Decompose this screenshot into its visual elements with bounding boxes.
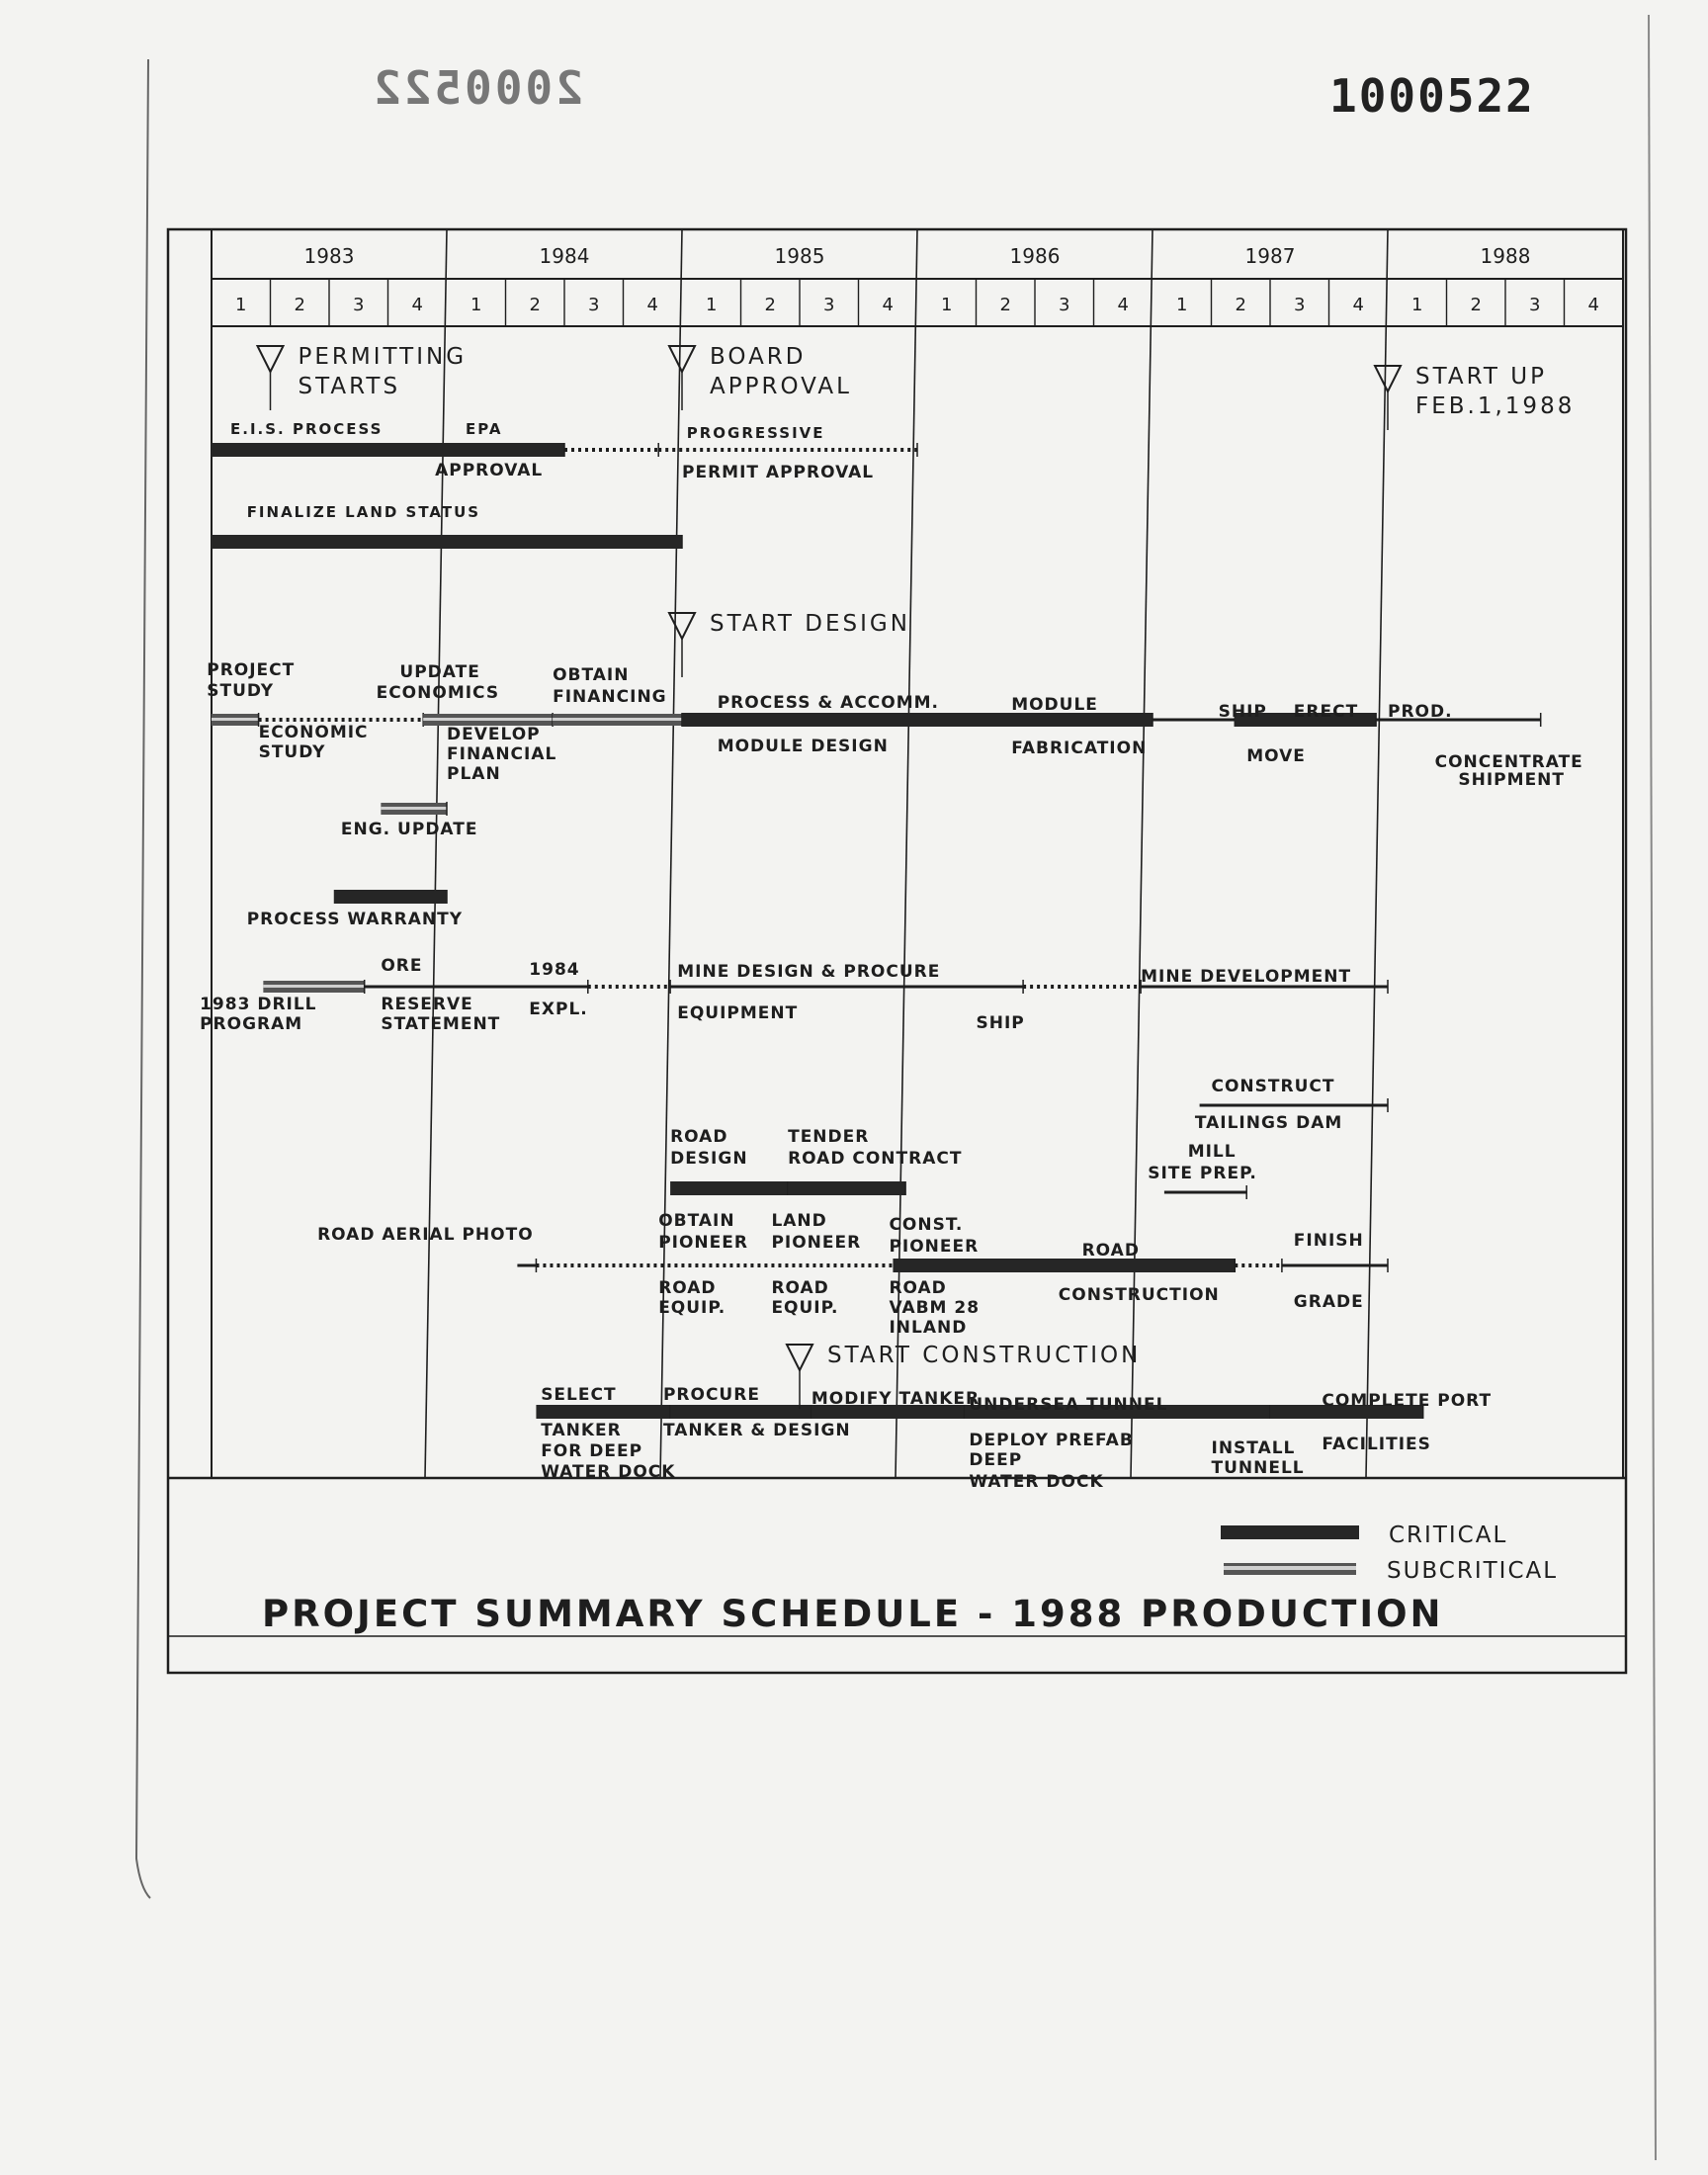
quarter-label-1985-q4: 4 — [882, 295, 894, 315]
milestone-0-label-0: PERMITTING — [298, 344, 468, 370]
task-0-segment-0 — [212, 443, 564, 457]
task-9-label-14: ROAD — [1081, 1241, 1140, 1261]
task-5-label-3: RESERVE — [381, 995, 473, 1014]
task-7-segment-1 — [788, 1181, 905, 1195]
year-label-1986: 1986 — [1009, 244, 1061, 268]
task-2-label-7: FINANCIAL — [447, 744, 557, 764]
milestone-0-label-1: STARTS — [298, 374, 401, 399]
chart-title: PROJECT SUMMARY SCHEDULE - 1988 PRODUCTION — [262, 1593, 1444, 1635]
task-2-label-18: PROD. — [1388, 702, 1453, 722]
quarter-label-1986-q2: 2 — [999, 295, 1011, 315]
page-edge-left — [136, 59, 150, 1898]
task-9-label-7: ROAD — [771, 1278, 829, 1298]
stamp-top-left: 2000522 — [371, 61, 583, 115]
task-0-label-2: APPROVAL — [435, 461, 544, 480]
quarter-label-1987-q2: 2 — [1235, 295, 1246, 315]
task-9-label-6: PIONEER — [771, 1233, 862, 1253]
task-10-label-9: DEEP — [969, 1450, 1023, 1470]
quarter-label-1984-q1: 1 — [470, 295, 482, 315]
task-10-label-7: UNDERSEA TUNNEL — [969, 1395, 1168, 1415]
task-9-label-16: FINISH — [1293, 1231, 1364, 1251]
quarter-label-1983-q2: 2 — [294, 295, 305, 315]
quarter-label-1983-q1: 1 — [235, 295, 247, 315]
task-9-label-12: VABM 28 — [889, 1298, 981, 1318]
task-0-label-3: PROGRESSIVE — [686, 424, 825, 442]
quarter-label-1988-q3: 3 — [1529, 295, 1541, 315]
quarter-label-1983-q3: 3 — [353, 295, 365, 315]
quarter-label-1986-q4: 4 — [1117, 295, 1129, 315]
task-3-segment-0-stripe — [381, 807, 447, 810]
year-divider-1984 — [425, 229, 447, 1478]
task-2-label-17: MOVE — [1246, 746, 1306, 766]
legend-critical-label: CRITICAL — [1389, 1522, 1508, 1548]
legend — [1221, 1522, 1558, 1584]
quarter-label-1987-q1: 1 — [1176, 295, 1188, 315]
year-label-1983: 1983 — [303, 244, 355, 268]
task-9-label-4: EQUIP. — [658, 1298, 726, 1318]
task-9-label-3: ROAD — [658, 1278, 717, 1298]
task-1-segment-0 — [212, 535, 682, 549]
task-10-label-0: SELECT — [541, 1385, 617, 1405]
task-2-label-14: FABRICATION — [1011, 739, 1148, 758]
task-7-label-3: ROAD CONTRACT — [788, 1149, 963, 1169]
quarter-label-1985-q3: 3 — [823, 295, 835, 315]
legend-subcritical-stripe — [1224, 1566, 1356, 1570]
task-bars — [212, 443, 1541, 1419]
task-5-label-9: SHIP — [976, 1013, 1025, 1033]
task-5-label-7: MINE DESIGN & PROCURE — [677, 962, 941, 982]
stamp-top-right: 1000522 — [1329, 69, 1535, 123]
year-label-1984: 1984 — [539, 244, 590, 268]
task-2-label-13: MODULE — [1011, 695, 1098, 715]
quarter-label-1984-q2: 2 — [529, 295, 541, 315]
task-4-segment-0 — [334, 890, 447, 904]
task-10-segment-1 — [670, 1405, 811, 1419]
task-2-label-16: ERECT — [1293, 702, 1359, 722]
quarter-label-1986-q1: 1 — [941, 295, 953, 315]
task-9-label-5: LAND — [771, 1211, 827, 1231]
milestone-3-triangle — [669, 613, 695, 639]
task-2-label-1: STUDY — [207, 681, 275, 701]
task-7-segment-0 — [670, 1181, 788, 1195]
task-2-label-6: DEVELOP — [447, 725, 541, 744]
task-5-label-6: EXPL. — [529, 1000, 588, 1019]
task-2-label-12: MODULE DESIGN — [717, 737, 889, 756]
task-0-label-1: EPA — [466, 420, 503, 438]
task-2-label-4: UPDATE — [399, 662, 480, 682]
task-9-label-11: ROAD — [889, 1278, 947, 1298]
task-4-label-0: PROCESS WARRANTY — [246, 910, 464, 929]
task-5-segment-0-stripe — [263, 985, 364, 988]
task-10-label-8: DEPLOY PREFAB — [969, 1431, 1134, 1450]
task-0-label-4: PERMIT APPROVAL — [682, 463, 875, 482]
task-10-label-10: WATER DOCK — [969, 1472, 1104, 1492]
task-2-segment-2-stripe — [423, 718, 553, 721]
task-10-label-2: FOR DEEP — [541, 1441, 643, 1461]
milestone-4-triangle — [787, 1345, 812, 1370]
task-2-label-11: PROCESS & ACCOMM. — [717, 693, 940, 713]
task-9-label-17: GRADE — [1293, 1292, 1364, 1312]
task-5-label-4: STATEMENT — [381, 1014, 501, 1034]
task-9-label-15: CONSTRUCTION — [1058, 1285, 1220, 1305]
task-7-label-2: TENDER — [788, 1127, 870, 1147]
task-2-label-9: OBTAIN — [553, 665, 630, 685]
task-5-label-1: PROGRAM — [200, 1014, 303, 1034]
task-7-label-1: DESIGN — [670, 1149, 748, 1169]
milestone-2-label-1: FEB.1,1988 — [1415, 393, 1576, 419]
task-9-label-10: PIONEER — [889, 1237, 980, 1257]
task-10-label-6: MODIFY TANKER — [811, 1389, 981, 1409]
task-10-label-4: PROCURE — [662, 1385, 760, 1405]
task-2-label-15: SHIP — [1218, 702, 1267, 722]
task-7-label-0: ROAD — [670, 1127, 728, 1147]
task-3-label-0: ENG. UPDATE — [340, 820, 478, 839]
task-2-label-0: PROJECT — [207, 660, 296, 680]
quarter-label-1984-q3: 3 — [588, 295, 600, 315]
quarter-label-1988-q2: 2 — [1470, 295, 1482, 315]
task-5-label-10: MINE DEVELOPMENT — [1141, 967, 1352, 987]
milestone-2-triangle — [1375, 366, 1401, 392]
task-2-label-19: CONCENTRATE — [1434, 752, 1583, 772]
task-2-label-20: SHIPMENT — [1458, 770, 1566, 790]
task-10-label-5: TANKER & DESIGN — [662, 1421, 851, 1440]
task-8-label-0: MILL — [1187, 1142, 1237, 1162]
task-2-segment-0-stripe — [212, 718, 259, 721]
task-2-label-2: ECONOMIC — [258, 723, 369, 742]
task-9-label-0: ROAD AERIAL PHOTO — [317, 1225, 534, 1245]
task-5-label-5: 1984 — [529, 960, 580, 980]
quarter-label-1985-q2: 2 — [764, 295, 776, 315]
task-10-label-11: INSTALL — [1211, 1438, 1296, 1458]
milestone-0-triangle — [258, 346, 284, 372]
year-label-1985: 1985 — [774, 244, 825, 268]
task-9-segment-2 — [894, 1259, 1235, 1272]
task-9-label-13: INLAND — [889, 1318, 968, 1338]
quarter-label-1987-q4: 4 — [1352, 295, 1364, 315]
quarter-label-1987-q3: 3 — [1294, 295, 1306, 315]
page-edge-right — [1649, 15, 1656, 2160]
quarter-label-1985-q1: 1 — [706, 295, 718, 315]
task-2-label-10: FINANCING — [553, 687, 667, 707]
task-5-label-2: ORE — [381, 956, 423, 976]
quarter-label-1988-q1: 1 — [1411, 295, 1423, 315]
legend-critical-swatch — [1221, 1525, 1359, 1539]
task-9-label-1: OBTAIN — [658, 1211, 735, 1231]
task-2-segment-4 — [682, 713, 1153, 727]
task-10-label-12: TUNNELL — [1211, 1458, 1305, 1478]
legend-subcritical-label: SUBCRITICAL — [1387, 1558, 1559, 1584]
milestone-3-label-0: START DESIGN — [710, 611, 910, 637]
year-label-1987: 1987 — [1244, 244, 1296, 268]
task-6-label-0: CONSTRUCT — [1211, 1077, 1335, 1096]
task-9-label-2: PIONEER — [658, 1233, 748, 1253]
milestone-1-label-1: APPROVAL — [710, 374, 852, 399]
task-10-label-13: COMPLETE PORT — [1322, 1391, 1493, 1411]
milestone-2-label-0: START UP — [1415, 364, 1547, 390]
year-divider-1988 — [1366, 229, 1388, 1478]
milestone-1-label-0: BOARD — [710, 344, 807, 370]
task-10-label-3: WATER DOCK — [541, 1462, 676, 1482]
task-9-label-8: EQUIP. — [771, 1298, 839, 1318]
task-2-label-5: ECONOMICS — [376, 683, 500, 703]
task-10-label-1: TANKER — [541, 1421, 622, 1440]
task-2-segment-3-stripe — [553, 718, 682, 721]
task-6-label-1: TAILINGS DAM — [1194, 1113, 1343, 1133]
task-8-label-1: SITE PREP. — [1148, 1164, 1257, 1183]
quarter-label-1988-q4: 4 — [1587, 295, 1599, 315]
task-1-label-0: FINALIZE LAND STATUS — [246, 503, 481, 521]
quarter-label-1986-q3: 3 — [1059, 295, 1070, 315]
task-9-label-9: CONST. — [889, 1215, 964, 1235]
task-10-segment-0 — [536, 1405, 670, 1419]
task-5-label-8: EQUIPMENT — [677, 1003, 799, 1023]
task-5-label-0: 1983 DRILL — [200, 995, 317, 1014]
milestone-4-label-0: START CONSTRUCTION — [827, 1343, 1142, 1368]
task-2-label-8: PLAN — [447, 764, 501, 784]
quarter-label-1983-q4: 4 — [411, 295, 423, 315]
task-10-label-14: FACILITIES — [1322, 1435, 1431, 1454]
task-2-label-3: STUDY — [258, 742, 326, 762]
year-label-1988: 1988 — [1480, 244, 1531, 268]
milestone-1-triangle — [669, 346, 695, 372]
quarter-label-1984-q4: 4 — [646, 295, 658, 315]
task-0-label-0: E.I.S. PROCESS — [230, 420, 384, 438]
